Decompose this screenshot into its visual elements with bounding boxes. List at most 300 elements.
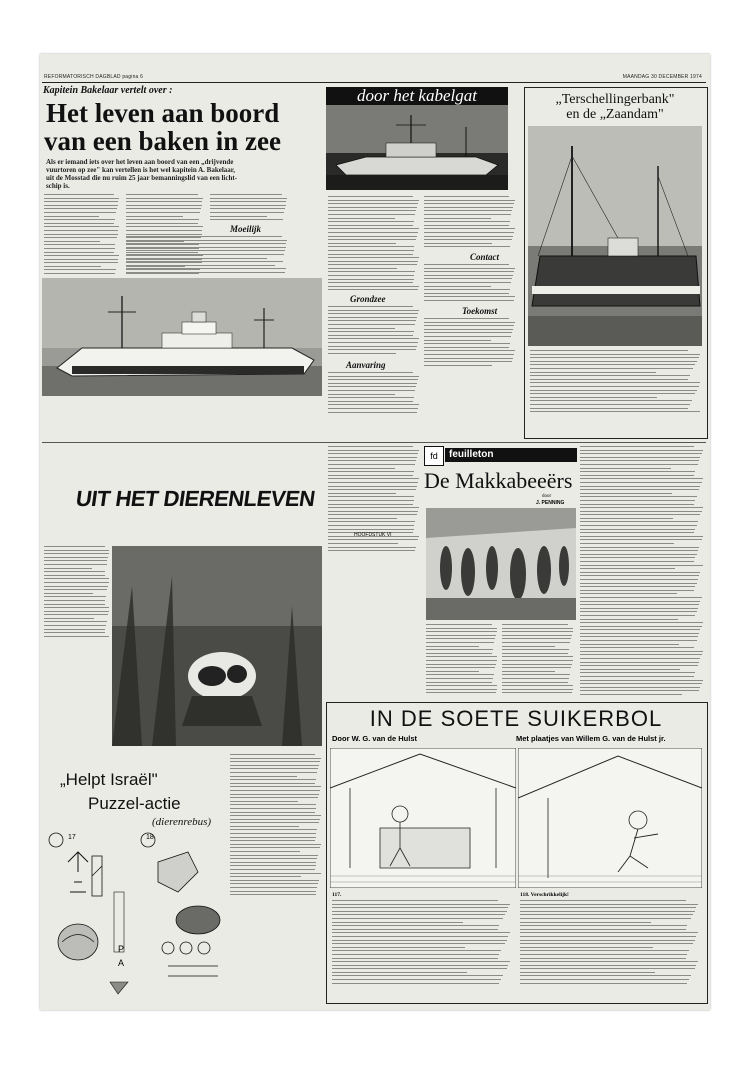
text-line (328, 228, 419, 229)
baken-sub-moeilijk: Moeilijk (230, 224, 261, 234)
text-line (210, 247, 286, 248)
text-line (328, 521, 415, 522)
text-line (230, 844, 321, 845)
feuilleton-title: De Makkabeeërs (424, 468, 573, 493)
text-line (328, 236, 417, 237)
text-line (44, 571, 105, 572)
puzzel-title-line1: „Helpt Israël" (60, 770, 158, 789)
text-line (328, 349, 416, 350)
text-line (332, 954, 499, 955)
text-line (328, 446, 413, 447)
text-line (328, 496, 414, 497)
text-line (520, 918, 691, 919)
text-line (44, 575, 105, 576)
text-line (332, 914, 505, 915)
baken-sub-toekomst: Toekomst (462, 306, 498, 316)
text-line (580, 500, 695, 501)
text-line (230, 865, 316, 866)
text-line (580, 547, 699, 548)
text-line (230, 891, 316, 892)
text-line (502, 642, 570, 643)
text-line (328, 268, 397, 269)
text-line (126, 201, 202, 202)
text-line (424, 218, 491, 219)
text-line (520, 979, 689, 980)
text-line (328, 196, 413, 197)
text-line (580, 532, 694, 533)
text-line (580, 597, 702, 598)
text-line (580, 543, 674, 544)
text-line (126, 223, 198, 224)
text-line (230, 790, 320, 791)
text-line (580, 450, 703, 451)
text-line (210, 201, 286, 202)
text-line (426, 653, 492, 654)
text-line (328, 243, 396, 244)
text-line (328, 257, 419, 258)
text-line (44, 596, 106, 597)
dieren-caption-text (230, 754, 322, 950)
text-line (328, 514, 417, 515)
text-line (580, 568, 675, 569)
text-line (426, 667, 495, 668)
text-line (530, 364, 695, 365)
text-line (424, 332, 512, 333)
feuilleton-author: J. PENNING (536, 500, 565, 506)
text-line (328, 203, 418, 204)
text-line (44, 255, 119, 256)
text-line (580, 622, 703, 623)
baken-continued-text (328, 446, 420, 746)
baken-kicker: Kapitein Bakelaar vertelt over : (43, 85, 173, 96)
text-line (328, 478, 419, 479)
text-line (530, 375, 690, 376)
text-line (530, 397, 657, 398)
text-line (332, 983, 499, 984)
text-line (502, 664, 572, 665)
text-line (424, 354, 514, 355)
text-line (332, 900, 498, 901)
kabelgat-photo (326, 105, 508, 190)
text-line (126, 212, 200, 213)
text-line (210, 208, 285, 209)
text-line (530, 379, 688, 380)
text-line (44, 550, 109, 551)
text-line (424, 214, 511, 215)
baken-col3c-text (210, 236, 288, 274)
text-line (580, 565, 703, 566)
text-line (530, 400, 692, 401)
text-line (332, 947, 465, 948)
text-line (580, 478, 703, 479)
text-line (44, 252, 114, 253)
text-line (328, 214, 415, 215)
text-line (520, 900, 686, 901)
baken-col1-text (44, 194, 120, 274)
text-line (502, 692, 572, 693)
text-line (230, 768, 318, 769)
text-line (44, 216, 99, 217)
feuilleton-label: feuilleton (445, 448, 577, 462)
terschelling-title-line1: „Terschellingerbank" (555, 92, 675, 107)
text-line (230, 754, 315, 755)
feuilleton-col3-text (580, 446, 704, 696)
text-line (328, 507, 419, 508)
text-line (332, 922, 463, 923)
text-line (580, 471, 695, 472)
text-line (426, 678, 493, 679)
text-line (520, 904, 698, 905)
text-line (580, 529, 695, 530)
text-line (328, 482, 418, 483)
suikerbol-title: IN DE SOETE SUIKERBOL (369, 706, 663, 731)
suikerbol-num-left: 117. (332, 892, 342, 898)
text-line (328, 464, 415, 465)
text-line (328, 225, 413, 226)
text-line (520, 968, 695, 969)
text-line (424, 246, 510, 247)
text-line (328, 313, 418, 314)
text-line (126, 219, 199, 220)
text-line (580, 489, 699, 490)
text-line (426, 660, 497, 661)
text-line (328, 450, 419, 451)
suikerbol-text-left (332, 900, 512, 996)
text-line (520, 958, 686, 959)
baken-lead-line2: vuurtoren op zee" kan vertellen is het wel kapitein A. Bakelaar, (46, 166, 235, 174)
text-line (328, 550, 415, 551)
baken-col3-text (210, 194, 288, 222)
suikerbol-drawing-right (518, 748, 702, 888)
text-line (424, 350, 515, 351)
dieren-col1-text (44, 546, 110, 760)
text-line (44, 614, 108, 615)
text-line (520, 983, 687, 984)
text-line (502, 638, 571, 639)
text-line (580, 680, 703, 681)
text-line (520, 929, 686, 930)
text-line (210, 258, 267, 259)
text-line (580, 460, 699, 461)
text-line (328, 331, 414, 332)
text-line (210, 205, 286, 206)
text-line (230, 858, 317, 859)
text-line (44, 266, 101, 267)
text-line (424, 286, 491, 287)
text-line (126, 226, 203, 227)
kabelgat-title: door het kabelgat (357, 86, 477, 105)
rebus-num-17: 17 (68, 834, 76, 841)
text-line (328, 232, 418, 233)
text-line (426, 682, 492, 683)
feuilleton-illustration (426, 508, 576, 620)
puzzel-title-line2: Puzzel-actie (88, 794, 181, 813)
text-line (44, 582, 109, 583)
text-line (580, 521, 698, 522)
text-line (580, 676, 694, 677)
text-line (44, 219, 115, 220)
text-line (230, 804, 316, 805)
text-line (126, 230, 202, 231)
text-line (424, 200, 515, 201)
text-line (332, 907, 508, 908)
text-line (328, 353, 396, 354)
text-line (328, 310, 419, 311)
text-line (426, 642, 494, 643)
text-line (328, 324, 415, 325)
text-line (230, 829, 317, 830)
text-line (424, 243, 492, 244)
text-line (580, 644, 679, 645)
text-line (328, 250, 414, 251)
text-line (210, 261, 283, 262)
text-line (230, 840, 315, 841)
text-line (424, 236, 513, 237)
kabelgat-banner (326, 87, 508, 105)
text-line (580, 507, 703, 508)
suikerbol-byline-left: Door W. G. van de Hulst (332, 734, 418, 743)
text-line (580, 536, 703, 537)
text-line (580, 615, 695, 616)
text-line (328, 239, 416, 240)
text-line (580, 446, 694, 447)
text-line (580, 496, 697, 497)
text-line (580, 647, 694, 648)
text-line (332, 961, 510, 962)
text-line (328, 453, 418, 454)
text-line (424, 275, 513, 276)
masthead-left: REFORMATORISCH DAGBLAD pagina 6 (44, 74, 144, 80)
text-line (530, 404, 690, 405)
text-line (44, 560, 107, 561)
text-line (230, 819, 320, 820)
baken-title-line1: Het leven aan boord (46, 98, 280, 128)
text-line (230, 812, 315, 813)
terschelling-title (524, 92, 706, 122)
text-line (424, 239, 512, 240)
text-line (328, 471, 414, 472)
text-line (44, 611, 109, 612)
text-line (580, 550, 698, 551)
text-line (424, 268, 515, 269)
text-line (328, 306, 413, 307)
text-line (580, 654, 702, 655)
terschelling-title-line2: en de „Zaandam" (566, 107, 664, 122)
feuilleton-logo: fd (424, 446, 444, 466)
text-line (230, 765, 319, 766)
text-line (580, 694, 682, 695)
text-line (530, 372, 656, 373)
text-line (328, 394, 395, 395)
feuilleton-chapter: HOOFDSTUK VI (354, 532, 392, 538)
baken-sub-grondzee: Grondzee (350, 294, 386, 304)
text-line (580, 464, 698, 465)
text-line (580, 486, 700, 487)
text-line (520, 947, 653, 948)
text-line (332, 958, 498, 959)
text-line (424, 196, 509, 197)
text-line (332, 940, 507, 941)
text-line (580, 554, 697, 555)
text-line (44, 205, 118, 206)
baken-col9-text (424, 318, 516, 368)
text-line (530, 390, 697, 391)
text-line (328, 390, 415, 391)
text-line (426, 671, 479, 672)
text-line (328, 289, 418, 290)
text-line (580, 611, 697, 612)
text-line (328, 320, 416, 321)
text-line (44, 259, 118, 260)
baken-title-line2: van een baken in zee (44, 126, 282, 156)
text-line (328, 529, 414, 530)
text-line (210, 212, 284, 213)
text-line (424, 296, 515, 297)
text-line (502, 674, 570, 675)
text-line (424, 340, 491, 341)
text-line (328, 404, 419, 405)
text-line (230, 772, 317, 773)
text-line (230, 761, 320, 762)
text-line (328, 486, 417, 487)
text-line (126, 194, 198, 195)
text-line (424, 207, 513, 208)
text-line (520, 975, 691, 976)
text-line (332, 918, 503, 919)
text-line (230, 822, 319, 823)
feuilleton-col2-text (502, 624, 574, 696)
text-line (530, 361, 697, 362)
baken-sub-aanvaring: Aanvaring (346, 360, 386, 370)
text-line (332, 965, 508, 966)
text-line (328, 246, 414, 247)
text-line (424, 322, 515, 323)
text-line (580, 651, 703, 652)
text-line (580, 601, 700, 602)
text-line (328, 383, 417, 384)
text-line (424, 358, 513, 359)
text-line (580, 593, 677, 594)
text-line (332, 911, 507, 912)
text-line (424, 300, 514, 301)
text-line (520, 911, 695, 912)
text-line (328, 493, 396, 494)
text-line (580, 669, 680, 670)
text-line (328, 207, 417, 208)
text-line (426, 674, 494, 675)
text-line (426, 646, 479, 647)
text-line (580, 539, 702, 540)
text-line (328, 408, 418, 409)
text-line (328, 401, 413, 402)
text-line (580, 687, 700, 688)
text-line (44, 564, 107, 565)
feuilleton-author-by: door (542, 494, 552, 499)
text-line (580, 658, 700, 659)
text-line (44, 586, 108, 587)
text-line (332, 936, 508, 937)
text-line (44, 625, 106, 626)
text-line (328, 543, 398, 544)
text-line (580, 511, 702, 512)
text-line (580, 690, 699, 691)
text-line (332, 979, 501, 980)
text-line (424, 343, 510, 344)
text-line (502, 635, 572, 636)
text-line (426, 685, 497, 686)
text-line (210, 250, 285, 251)
text-line (424, 271, 514, 272)
text-line (332, 925, 499, 926)
text-line (520, 922, 651, 923)
text-line (580, 633, 699, 634)
text-line (424, 329, 513, 330)
text-line (580, 672, 695, 673)
text-line (44, 546, 105, 547)
text-line (44, 618, 94, 619)
text-line (332, 975, 503, 976)
text-line (424, 325, 514, 326)
text-line (502, 685, 573, 686)
text-line (230, 894, 316, 895)
text-line (44, 273, 115, 274)
rebus-num-18: 18 (146, 834, 154, 841)
text-line (502, 660, 573, 661)
text-line (328, 460, 416, 461)
text-line (426, 692, 496, 693)
text-line (44, 208, 117, 209)
text-line (328, 218, 395, 219)
text-line (520, 925, 687, 926)
text-line (424, 278, 512, 279)
text-line (502, 631, 573, 632)
baken-col8-text (424, 264, 516, 302)
text-line (530, 386, 699, 387)
text-line (44, 578, 109, 579)
text-line (210, 240, 287, 241)
text-line (328, 346, 417, 347)
text-line (580, 590, 694, 591)
text-line (520, 950, 689, 951)
newspaper-page (40, 54, 710, 1010)
text-line (424, 232, 514, 233)
text-line (328, 376, 419, 377)
text-line (580, 457, 700, 458)
text-line (44, 600, 105, 601)
baken-col5-text (328, 306, 420, 356)
text-line (426, 638, 495, 639)
feuilleton-col1-text (426, 624, 498, 696)
text-line (580, 482, 702, 483)
text-line (328, 518, 397, 519)
text-line (328, 397, 414, 398)
text-line (580, 514, 700, 515)
text-line (328, 271, 415, 272)
text-line (580, 636, 698, 637)
text-line (44, 629, 105, 630)
text-line (230, 847, 320, 848)
text-line (230, 786, 321, 787)
text-line (328, 468, 395, 469)
text-line (44, 604, 105, 605)
text-line (126, 216, 183, 217)
text-line (332, 929, 498, 930)
text-line (328, 372, 413, 373)
text-line (424, 318, 509, 319)
text-line (44, 593, 93, 594)
text-line (328, 317, 417, 318)
text-line (424, 228, 515, 229)
